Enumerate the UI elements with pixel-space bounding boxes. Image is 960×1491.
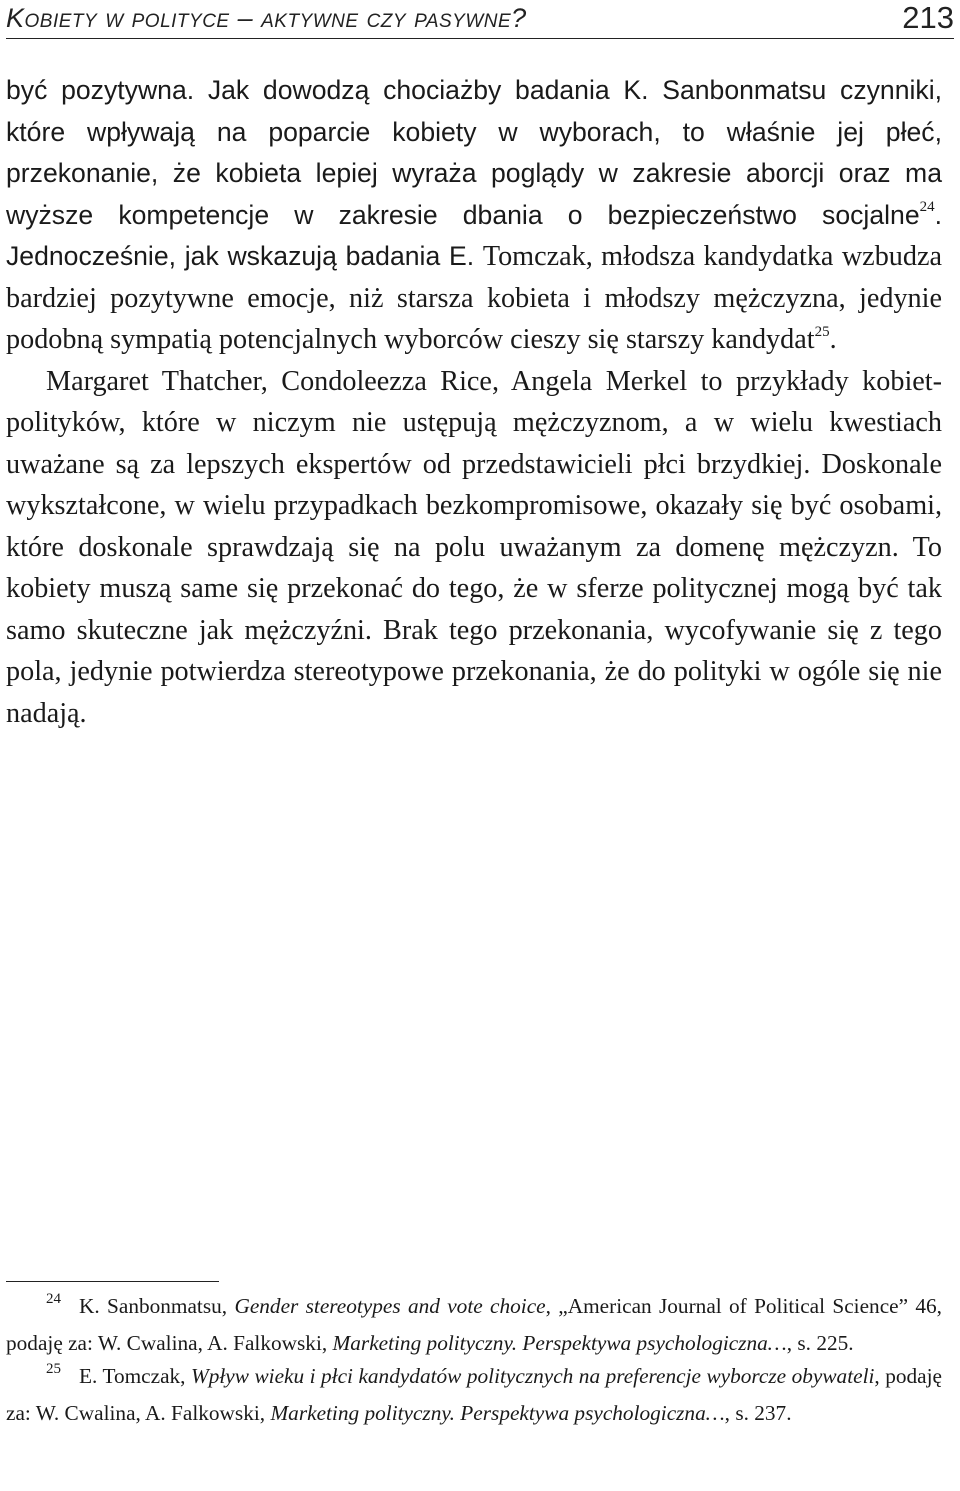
paragraph-1-text-a: być pozytywna. Jak dowodzą chociażby badania K. Sanbonmatsu czynniki, które wpływają na poparcie kobiety w wyborach, to właśnie jej płeć, przekonanie, że kobieta lepiej wyraża poglądy w zakresie aborcji oraz ma wyższe kompetencje w zakresie dbania o bezpieczeństwo socjalne bbox=[6, 75, 942, 230]
paragraph-1-text-d: . bbox=[829, 324, 837, 355]
footnotes bbox=[6, 1290, 942, 1430]
footnote-title: Gender stereotypes and vote choice bbox=[234, 1294, 546, 1318]
page-number: 213 bbox=[902, 0, 954, 35]
footnote-text: , s. 225. bbox=[786, 1330, 854, 1355]
footnote-title: Marketing polityczny. Perspektywa psychologiczna… bbox=[270, 1400, 725, 1425]
footnote-text: K. Sanbonmatsu, bbox=[79, 1294, 235, 1318]
footnote-text: , s. 237. bbox=[724, 1400, 792, 1425]
paragraph-1-text-c: Tomczak, młodsza kandydatka wzbudza bardziej pozytywne emocje, niż starsza kobieta i młodszy mężczyzna, jedynie podobną sympatią potencjalnych wyborców cieszy się starszy kandydat bbox=[6, 241, 942, 355]
paragraph-2: Margaret Thatcher, Condoleezza Rice, Angela Merkel to przykłady kobiet-polityków, które w niczym nie ustępują mężczyznom, a w wielu kwestiach uważane są za lepszych ekspertów od przedstawicieli płci brzydkiej. Doskonale wykształcone, w wielu przypadkach bezkompromisowe, okazały się być osobami, które doskonale sprawdzają się na polu uważanym za domenę mężczyzn. To kobiety muszą same się przekonać do tego, że w sferze politycznej mogą być tak samo skuteczne jak mężczyźni. Brak tego przekonania, wycofywanie się z tego pola, jedynie potwierdza stereotypowe przekonania, że do polityki w ogóle się nie nadają. bbox=[6, 365, 942, 729]
footnote-number: 24 bbox=[46, 1291, 61, 1307]
footnote-text: E. Tomczak, bbox=[79, 1364, 191, 1388]
footnote-title: Marketing polityczny. Perspektywa psychologiczna… bbox=[332, 1330, 787, 1355]
footnote-ref-25[interactable]: 25 bbox=[814, 323, 830, 340]
body-text bbox=[6, 70, 942, 734]
running-title: Kobiety w polityce – aktywne czy pasywne? bbox=[6, 3, 527, 33]
running-head bbox=[6, 0, 954, 38]
header-rule bbox=[6, 38, 954, 39]
footnote-number: 25 bbox=[46, 1361, 61, 1377]
footnote-title: Wpływ wieku i płci kandydatów politycznych na preferencje wyborcze obywateli bbox=[191, 1364, 875, 1388]
paragraph-1 bbox=[6, 70, 942, 361]
footnote-ref-24[interactable]: 24 bbox=[919, 199, 935, 216]
footnote-text: , podaję za: W. Cwalina, A. Falkowski, bbox=[6, 1364, 942, 1425]
footnote-rule bbox=[6, 1281, 219, 1282]
footnote-text: , „American Journal of Political Science” 46, podaję za: W. Cwalina, A. Falkowski, bbox=[6, 1294, 942, 1355]
footnote-24 bbox=[6, 1290, 942, 1360]
footnote-25 bbox=[6, 1360, 942, 1430]
paragraph-1-text-b: . Jednocześnie, jak wskazują badania E. bbox=[6, 199, 942, 271]
